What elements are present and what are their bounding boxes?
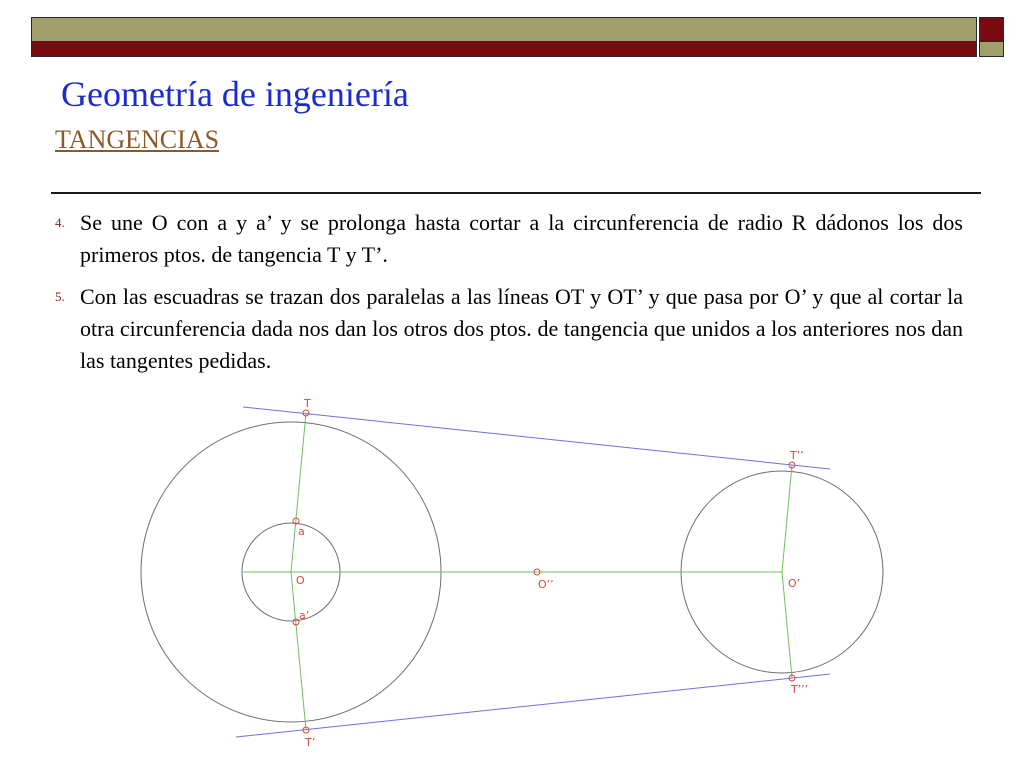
label-a-prime: a’ <box>299 609 310 622</box>
label-T-triple: T’’’ <box>791 683 809 696</box>
label-T: T <box>304 397 311 410</box>
slide-subtitle: TANGENCIAS <box>55 125 220 154</box>
lower-tangent-line <box>236 674 830 737</box>
label-a: a <box>298 525 305 538</box>
step-number: 4. <box>55 215 65 230</box>
step-number: 5. <box>55 289 65 304</box>
upper-tangent-line <box>243 407 830 469</box>
label-O-prime: O’ <box>788 577 801 590</box>
line-O-prime-T-double <box>782 465 792 572</box>
label-T-double: T’’ <box>790 449 804 462</box>
label-T-prime: T’ <box>305 736 316 749</box>
label-O: O <box>296 574 305 587</box>
label-O-double: O’’ <box>538 578 554 591</box>
line-O-T-prime <box>291 572 306 730</box>
step-text: Con las escuadras se trazan dos paralelas a las líneas OT y OT’ y que pasa por O’ y que al cortar la otra circunferencia dada nos dan los otros dos ptos. de tangencia que unidos a los anteriores nos dan las tangentes pedidas. <box>80 284 963 373</box>
line-O-T <box>291 413 306 572</box>
slide-title: Geometría de ingeniería <box>61 74 409 114</box>
step-text: Se une O con a y a’ y se prolonga hasta cortar a la circunferencia de radio R dádonos los dos primeros ptos. de tangencia T y T’. <box>80 210 963 267</box>
